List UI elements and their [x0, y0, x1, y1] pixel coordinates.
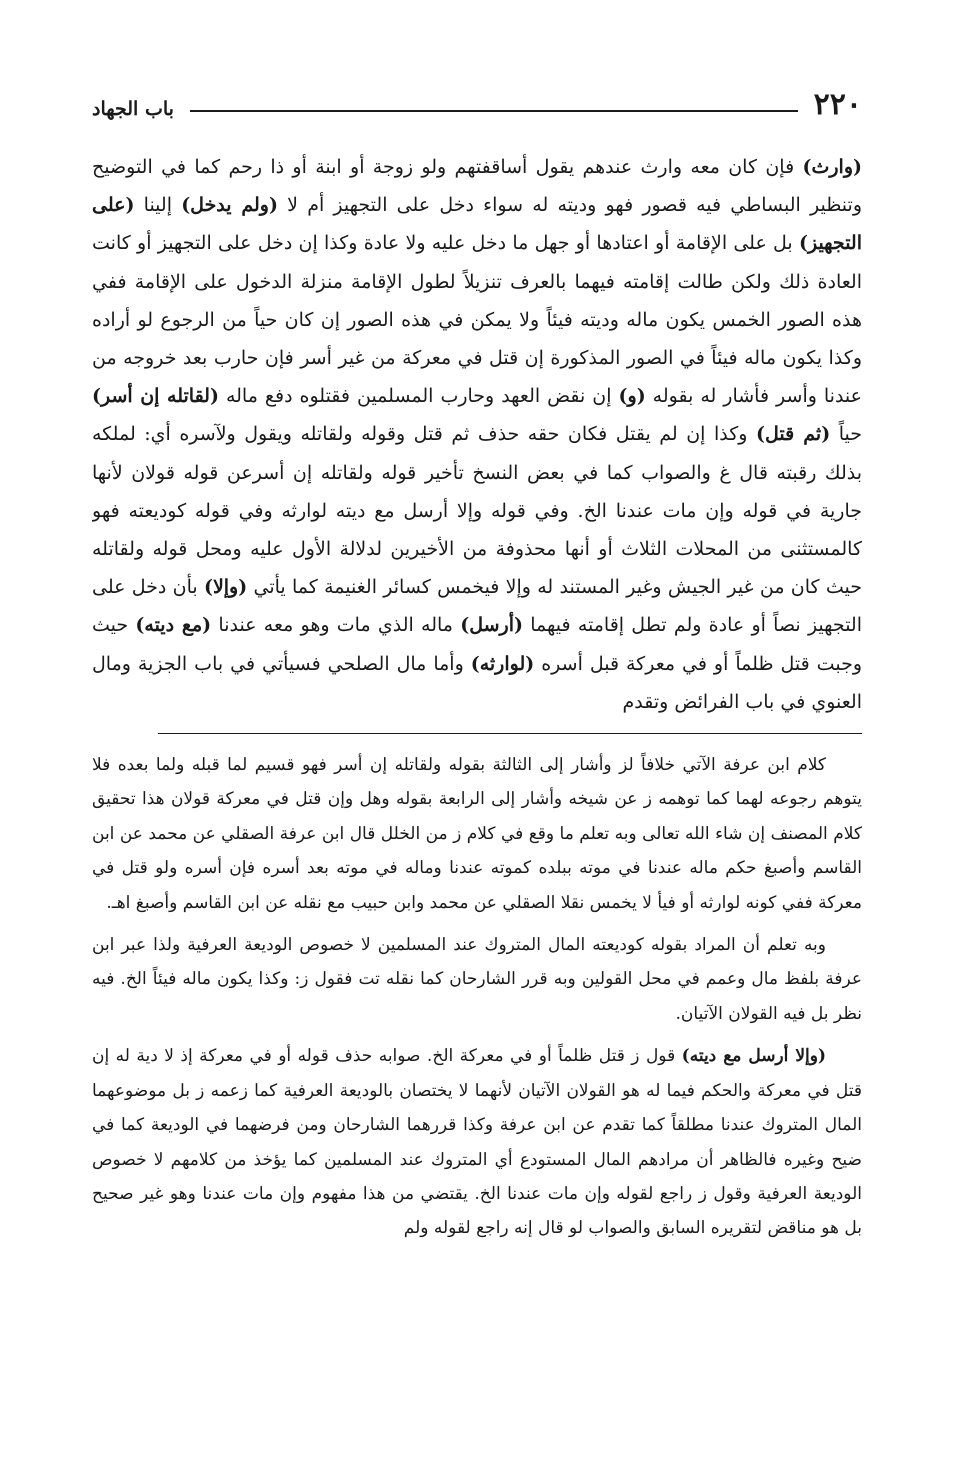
footnote-paragraph [92, 748, 862, 920]
bold-term: (أرسل) [460, 614, 523, 637]
bold-term: (وإلا) [203, 576, 248, 599]
chapter-title: باب الجهاد [92, 98, 174, 120]
bold-term: (ولم يدخل) [181, 194, 278, 217]
page-number: ٢٢٠ [813, 87, 862, 122]
text-run: فإن كان معه وارث عندهم يقول أساقفتهم ولو زوجة أو ابنة أو ذا رحم كما في التوضيح وتنظير البساطي فيه قصور فهو وديته له سواء دخل على التجهيز أم لا [92, 156, 862, 217]
bold-term: (على التجهيز) [92, 194, 862, 255]
text-run: إن نقض العهد وحارب المسلمين فقتلوه دفع ماله [218, 385, 619, 408]
bold-term: (وارث) [802, 156, 862, 178]
footnote-paragraph [92, 1039, 862, 1245]
bold-term: (مع ديته) [135, 614, 212, 637]
text-run: وأما مال الصلحي فسيأتي في باب الجزية ومال العنوي في باب الفرائض وتقدم [92, 652, 862, 713]
text-run: قول ز قتل ظلماً أو في معركة الخ. صوابه حذف قوله أو في معركة إذ لا دية له إن قتل في معركة والحكم فيما له هو القولان الآتيان لأنهما لا يختصان بالوديعة العرفية كما زعمه ز بل موضوعهما المال المتروك عندنا مطلقاً كما تقدم عن ابن عرفة وكذا قررهما الشارحان ومن فرضهما في الوديعة كما في ضيح وغيره فالظاهر أن مرادهم المال المستودع أي المتروك عند المسلمين كما يؤخذ من كلامهم لا خصوص الوديعة العرفية وقول ز راجع لقوله وإن مات عندنا الخ. يقتضي من هذا مفهوم وإن مات عندنا وهو غير صحيح بل هو مناقض لتقريره السابق والصواب لو قال إنه راجع لقوله ولم [92, 1046, 862, 1239]
bold-term: (ثم قتل) [755, 423, 831, 446]
bold-term: (لوارثه) [470, 652, 535, 675]
document-page [92, 78, 862, 1458]
text-run: كلام ابن عرفة الآتي خلافاً لز وأشار إلى الثالثة بقوله ولقاتله إن أسر فهو قسيم لما قبله ولما بعده فلا يتوهم رجوعه لهما كما توهمه ز عن شيخه وأشار إلى الرابعة بقوله وهل وإن قتل في معركة قولان هذا تحقيق كلام المصنف إن شاء الله تعالى وبه تعلم ما وقع في كلام ز من الخلل قال ابن عرفة الصقلي عن محمد عن ابن القاسم وأصبغ حكم ماله عندنا في موته ببلده كموته عندنا وماله في موته بعد أسره فإن أسره ولو قتل في معركة ففي كونه لوارثه أو فيأ لا يخمس نقلا الصقلي عن محمد وابن حبيب مع نقله عن ابن القاسم وأصبغ اهـ. [92, 755, 862, 913]
footnotes [92, 748, 862, 1246]
text-run: حياً [830, 423, 862, 446]
text-run: وبه تعلم أن المراد بقوله كوديعته المال المتروك عند المسلمين لا خصوص الوديعة العرفية ولذا عبر ابن عرفة بلفظ مال وعمم في محل القولين وبه قرر الشارحان كما نقله تت فقول ز: وكذا يكون ماله فيئاً الخ. فيه نظر بل فيه القولان الآتيان. [92, 935, 862, 1024]
text-run: وكذا إن لم يقتل فكان حقه حذف ثم قتل وقوله ولقاتله ويقول ولآسره أي: لملكه بذلك رقبته قال غ والصواب كما في بعض النسخ تأخير قوله ولقاتله إن أسرعن قوله قولان لأنها جارية في قوله وإن مات عندنا الخ. وفي قوله وإلا أرسل مع ديته لوارثه وفي قوله كوديعته فهو كالمستثنى من المحلات الثلاث أو أنها محذوفة من الأخيرين لدلالة الأول عليه ومحل قوله ولقاتله حيث كان من غير الجيش وغير المستند له وإلا فيخمس كسائر الغنيمة كما يأتي [92, 423, 862, 599]
bold-term: (و) [618, 385, 646, 408]
footnote-paragraph [92, 928, 862, 1031]
text-run: ماله الذي مات وهو معه عندنا [211, 614, 461, 637]
text-run: بأن دخل على التجهيز نصاً أو عادة ولم تطل إقامته فيهما [92, 576, 862, 637]
text-run: حيث وجبت قتل ظلماً أو في معركة قبل أسره [92, 614, 862, 675]
text-run: بل على الإقامة أو اعتادها أو جهل ما دخل عليه ولا عادة وكذا إن دخل على التجهيز أو كانت العادة ذلك ولكن طالت إقامته فيهما بالعرف تنزيلاً لطول الإقامة منزلة الدخول على الإقامة ففي هذه الصور الخمس يكون ماله وديته فيئاً ولا يمكن في هذه الصور إن كان حياً من الرجوع لو أراده وكذا يكون ماله فيئاً في الصور المذكورة إن قتل في معركة من غير أسر فإن حارب بعد خروجه من عندنا وأسر فأشار له بقوله [92, 232, 862, 408]
bold-term: (وإلا أرسل مع ديته) [681, 1046, 826, 1067]
page-header [92, 78, 862, 126]
bold-term: (لقاتله إن أسر) [92, 385, 219, 408]
header-rule [190, 110, 798, 112]
text-run: إلينا [134, 194, 182, 217]
main-text [92, 148, 862, 721]
footnote-divider [158, 733, 862, 734]
